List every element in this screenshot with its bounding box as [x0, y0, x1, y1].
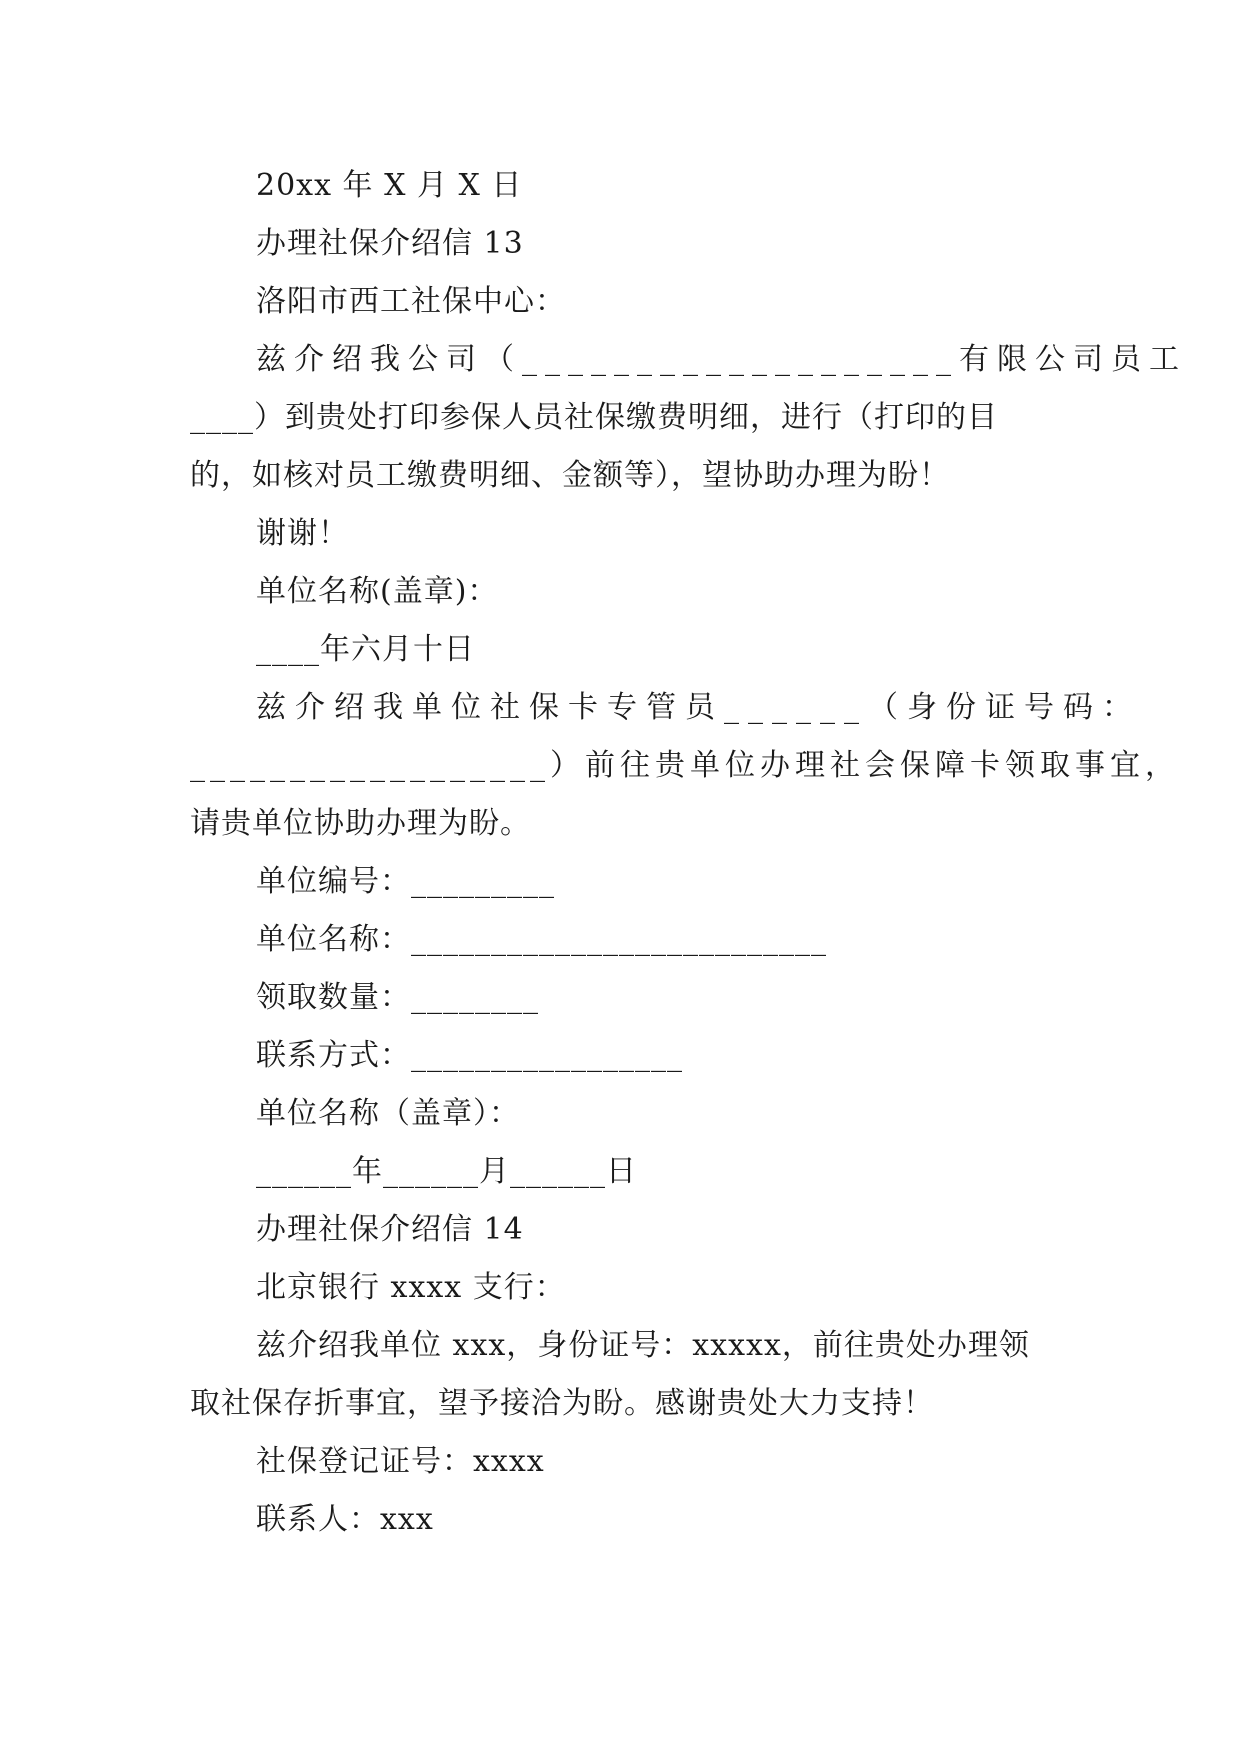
body-paragraph-line: 兹介绍我单位 xxx，身份证号：xxxxx，前往贵处办理领 [256, 1328, 1030, 1363]
quantity-field: 领取数量：________ [256, 980, 539, 1015]
body-paragraph-line: 兹介绍我公司（___________________有限公司员工 [256, 342, 1187, 377]
section-title-13: 办理社保介绍信 13 [256, 226, 524, 261]
body-paragraph-line: 的，如核对员工缴费明细、金额等），望协助办理为盼！ [190, 458, 950, 493]
unit-name-field: 单位名称：__________________________ [256, 922, 827, 957]
signature-unit-line: 单位名称（盖章）： [256, 1096, 520, 1131]
recipient-line: 洛阳市西工社保中心： [256, 284, 566, 319]
body-paragraph-line: 请贵单位协助办理为盼。 [190, 806, 531, 841]
unit-number-field: 单位编号：_________ [256, 864, 555, 899]
section-title-14: 办理社保介绍信 14 [256, 1212, 524, 1247]
signature-unit-line: 单位名称(盖章)： [256, 574, 499, 609]
contact-person-field: 联系人：xxx [256, 1502, 434, 1537]
body-paragraph-line: 取社保存折事宜，望予接洽为盼。感谢贵处大力支持！ [190, 1386, 934, 1421]
thanks-line: 谢谢！ [256, 516, 349, 551]
body-paragraph-line: ____）到贵处打印参保人员社保缴费明细，进行（打印的目 [190, 400, 998, 435]
recipient-line: 北京银行 xxxx 支行： [256, 1270, 566, 1305]
body-paragraph-line: 兹介绍我单位社保卡专管员______（身份证号码： [256, 690, 1141, 725]
date-line: 20xx 年 X 月 X 日 [256, 168, 523, 203]
contact-field: 联系方式：_________________ [256, 1038, 683, 1073]
signature-date-line: ______年______月______日 [256, 1154, 637, 1189]
signature-date-line: ____年六月十日 [256, 632, 475, 667]
registration-number-field: 社保登记证号：xxxx [256, 1444, 545, 1479]
body-paragraph-line: __________________）前往贵单位办理社会保障卡领取事宜， [190, 748, 1180, 783]
